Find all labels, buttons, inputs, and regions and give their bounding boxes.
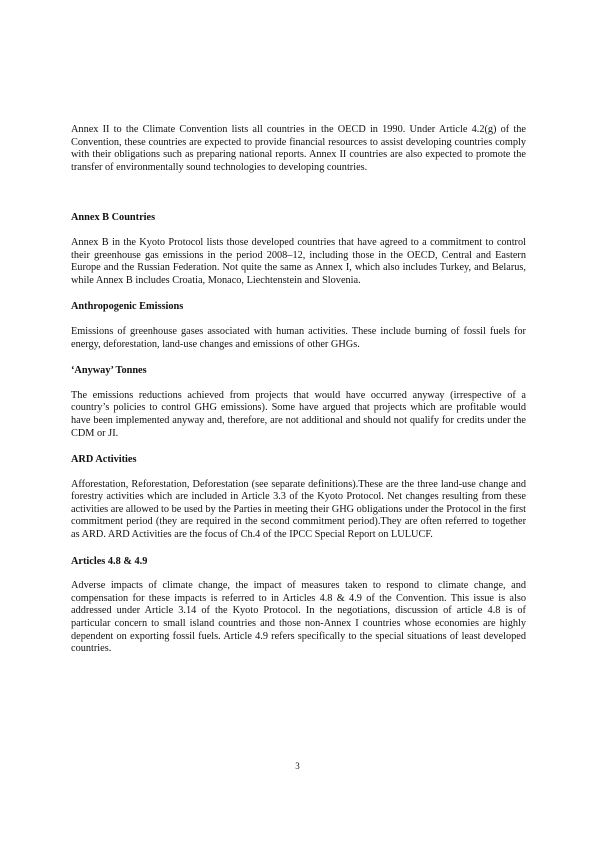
section-articles-4-8-4-9 — [71, 556, 526, 656]
section-heading: ARD Activities — [71, 454, 137, 466]
page-body — [71, 124, 526, 656]
section-annex-b — [71, 212, 526, 287]
intro-paragraph: Annex II to the Climate Convention lists all countries in the OECD in 1990. Under Article 4.2(g) of the Convention, these countries are expected to provide financial resources to assist developing countries comply with their obligations such as preparing national reports. Annex II countries are also expected to promote the transfer of environmentally sound technologies to developing countries. — [71, 124, 526, 173]
section-paragraph: Emissions of greenhouse gases associated with human activities. These include burning of fossil fuels for energy, deforestation, land-use changes and emissions of other GHGs. — [71, 325, 526, 350]
section-ard-activities — [71, 454, 526, 542]
section-heading: Annex B Countries — [71, 212, 156, 224]
section-paragraph: Adverse impacts of climate change, the impact of measures taken to respond to climate change, and compensation for these impacts is referred to in Articles 4.8 & 4.9 of the Convention. This issue is also addressed under Article 3.14 of the Kyoto Protocol. In the negotiations, discussion of article 4.8 is of particular concern to small island countries and those non-Annex I countries whose economies are highly dependent on exporting fossil fuels. Article 4.9 refers specifically to the special situations of least developed countries. — [71, 580, 526, 655]
section-heading: Articles 4.8 & 4.9 — [71, 555, 148, 567]
section-paragraph: Afforestation, Reforestation, Deforestation (see separate definitions).These are the three land-use change and forestry activities which are included in Article 3.3 of the Kyoto Protocol. Net changes resulting from these activities are allowed to be used by the Parties in meeting their GHG obligations under the Protocol in the first commitment period (they are required in the second commitment period).They are often referred to together as ARD. ARD Activities are the focus of Ch.4 of the IPCC Special Report on LULUCF. — [71, 478, 526, 541]
section-paragraph: Annex B in the Kyoto Protocol lists those developed countries that have agreed to a commitment to control their greenhouse gas emissions in the period 2008–12, including those in the OECD, Central and Eastern Europe and the Russian Federation. Not quite the same as Annex I, which also includes Turkey, and Belarus, while Annex B includes Croatia, Monaco, Liechtenstein and Slovenia. — [71, 236, 526, 286]
section-anthropogenic-emissions — [71, 301, 526, 351]
section-paragraph: The emissions reductions achieved from projects that would have occurred anyway (irrespective of a country’s policies to control GHG emissions). Some have argued that projects which are profitable would have been implemented anyway and, therefore, are not additional and should not qualify for credits under the CDM or JI. — [71, 389, 526, 439]
section-heading: Anthropogenic Emissions — [71, 301, 184, 313]
page-number: 3 — [295, 761, 300, 771]
section-anyway-tonnes — [71, 365, 526, 440]
section-heading: ‘Anyway’ Tonnes — [71, 365, 147, 377]
